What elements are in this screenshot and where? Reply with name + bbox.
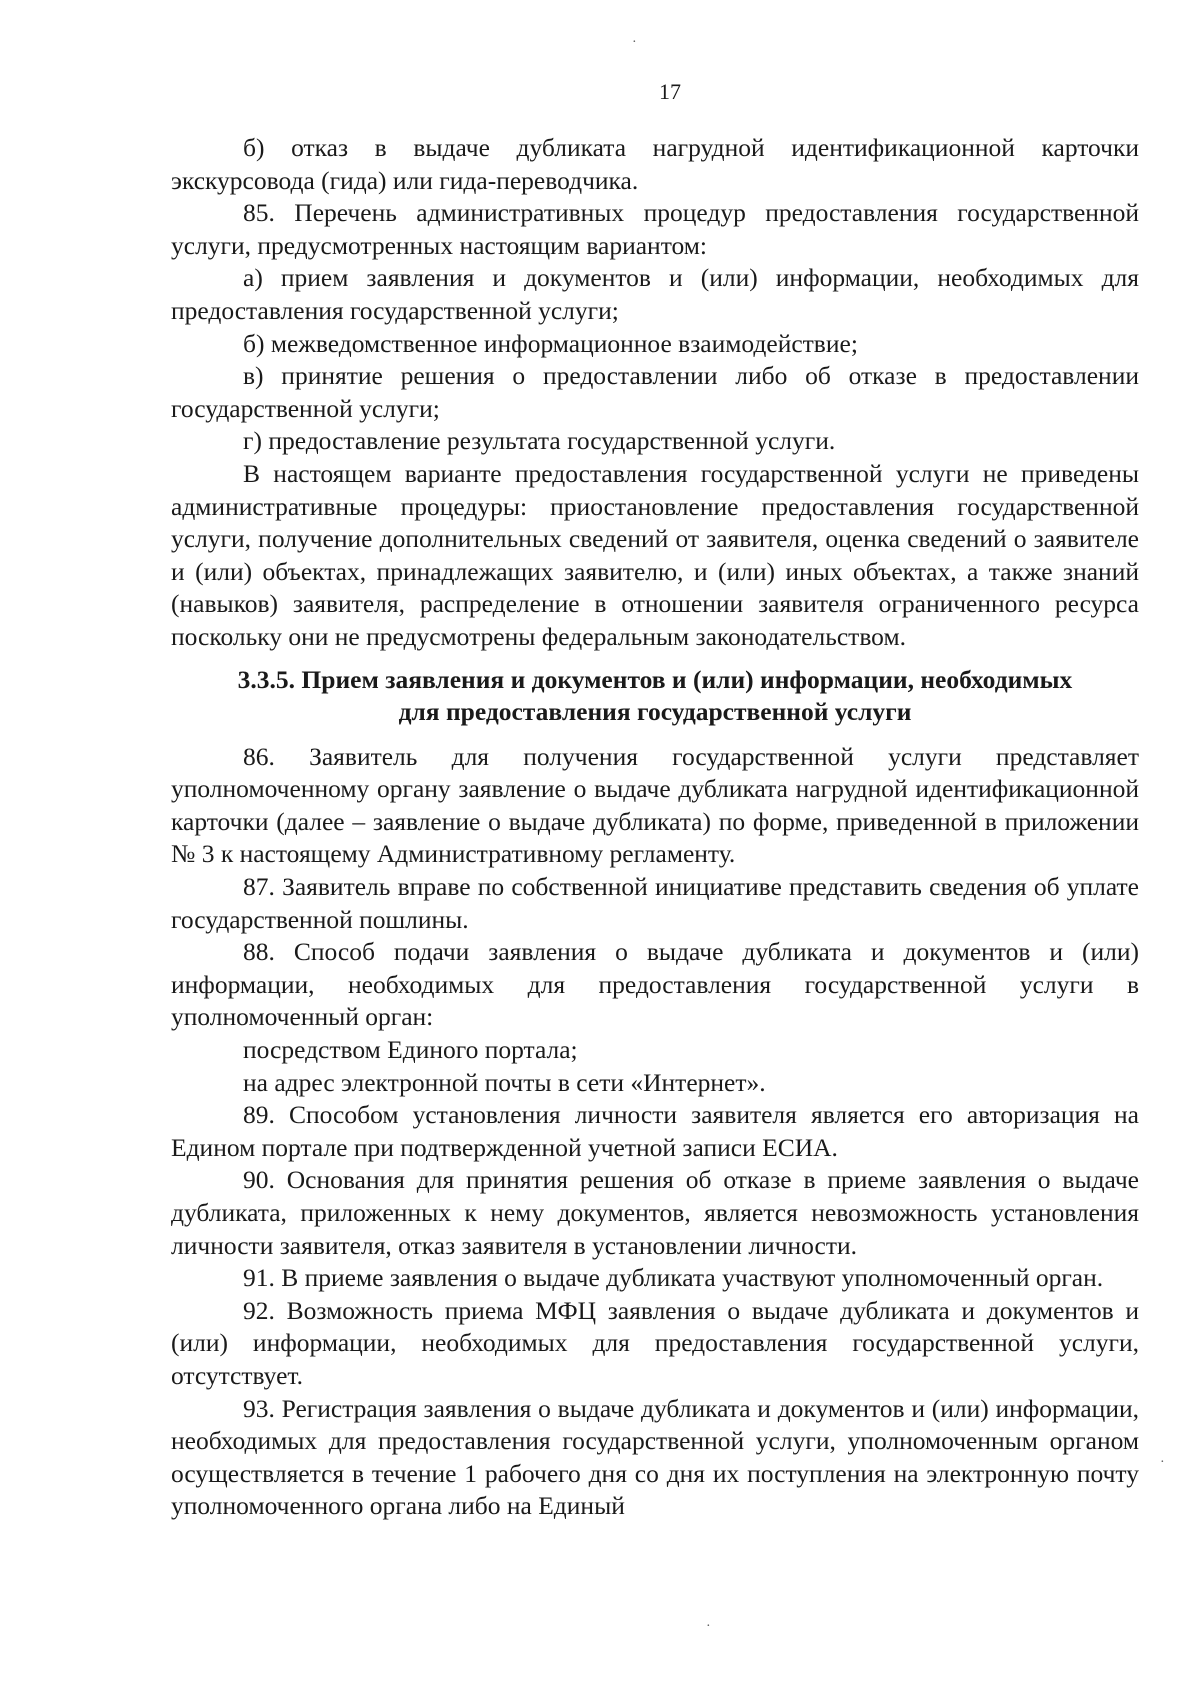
paragraph-86: 86. Заявитель для получения государственной услуги представляет уполномоченному органу заявление о выдаче дубликата нагрудной идентификационной карточки (далее – заявление о выдаче дубликата) по форме, приведенной в приложении № 3 к настоящему Административному регламенту. [171,741,1139,869]
paragraph-85b: б) межведомственное информационное взаимодействие; [243,328,858,358]
paragraph-89: 89. Способом установления личности заявителя является его авторизация на Едином портале при подтвержденной учетной записи ЕСИА. [171,1100,1139,1162]
section-heading-line-1: 3.3.5. Прием заявления и документов и (или) информации, необходимых [237,664,1073,694]
paragraph-85a: а) прием заявления и документов и (или) информации, необходимых для предоставления государственной услуги; [171,263,1139,325]
paragraph-92: 92. Возможность приема МФЦ заявления о выдаче дубликата и документов и (или) информации, необходимых для предоставления государственной услуги, отсутствует. [171,1295,1139,1390]
section-heading-line-2: для предоставления государственной услуги [398,697,912,727]
scan-speck-bottom: · [706,1619,711,1634]
scan-speck-right: · [1160,1455,1165,1470]
section-heading [171,664,1139,729]
paragraph-87: 87. Заявитель вправе по собственной инициативе представить сведения об уплате государственной пошлины. [171,872,1139,934]
paragraph-88-email: на адрес электронной почты в сети «Интернет». [243,1067,766,1097]
paragraph-not-listed-procedures: В настоящем варианте предоставления государственной услуги не приведены административные процедуры: приостановление предоставления государственной услуги, получение дополнительных сведений от заявителя, оценка сведений о заявителе и (или) объектах, принадлежащих заявителю, и (или) иных объектах, а также знаний (навыков) заявителя, распределение в отношении заявителя ограниченного ресурса поскольку они не предусмотрены федеральным законодательством. [171,458,1139,651]
paragraph-85v: в) принятие решения о предоставлении либо об отказе в предоставлении государственной услуги; [171,361,1139,423]
paragraph-93: 93. Регистрация заявления о выдаче дубликата и документов и (или) информации, необходимых для предоставления государственной услуги, уполномоченным органом осуществляется в течение 1 рабочего дня со дня их поступления на электронную почту уполномоченного органа либо на Единый [171,1393,1139,1521]
page-content [171,70,1139,1523]
paragraph-91: 91. В приеме заявления о выдаче дубликата участвуют уполномоченный орган. [243,1263,1104,1293]
page-number: 17 [659,79,681,104]
paragraph-85g: г) предоставление результата государственной услуги. [243,426,836,456]
scan-speck-top: · [632,35,637,50]
paragraph-refusal-duplicate: б) отказ в выдаче дубликата нагрудной идентификационной карточки экскурсовода (гида) или гида-переводчика. [171,133,1139,195]
paragraph-85-procedures-list: 85. Перечень административных процедур предоставления государственной услуги, предусмотренных настоящим вариантом: [171,198,1139,260]
paragraph-90: 90. Основания для принятия решения об отказе в приеме заявления о выдаче дубликата, приложенных к нему документов, является невозможность установления личности заявителя, отказ заявителя в установлении личности. [171,1165,1139,1260]
paragraph-88-portal: посредством Единого портала; [243,1035,578,1065]
paragraph-88: 88. Способ подачи заявления о выдаче дубликата и документов и (или) информации, необходимых для предоставления государственной услуги в уполномоченный орган: [171,937,1139,1032]
